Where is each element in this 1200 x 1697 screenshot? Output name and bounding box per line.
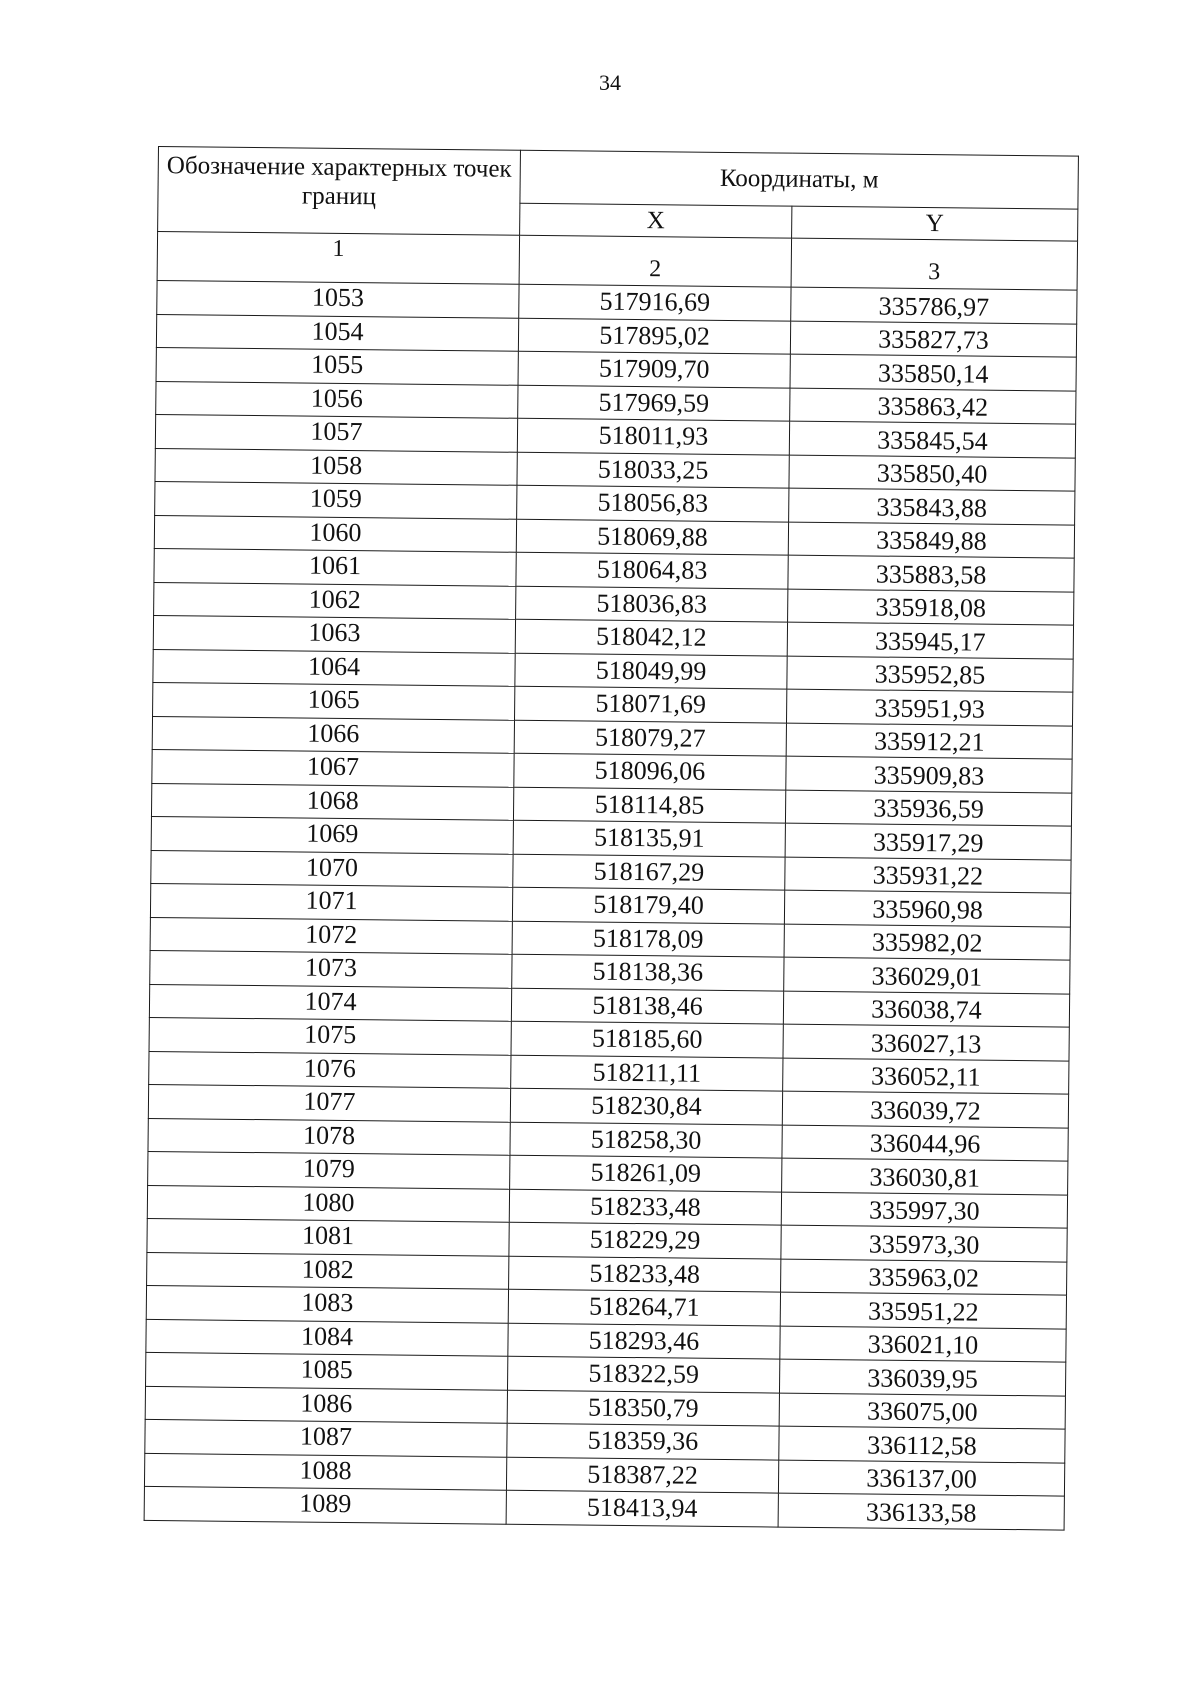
y-coordinate-cell: 335973,30 (781, 1225, 1067, 1261)
y-coordinate-cell: 336021,10 (780, 1326, 1066, 1362)
x-coordinate-cell: 518230,84 (510, 1088, 782, 1124)
point-designation-cell: 1076 (149, 1051, 511, 1088)
y-coordinate-cell: 335960,98 (784, 890, 1070, 926)
x-coordinate-cell: 518322,59 (507, 1356, 779, 1392)
x-coordinate-cell: 518114,85 (513, 787, 785, 823)
point-designation-cell: 1074 (149, 984, 511, 1021)
point-designation-cell: 1067 (152, 749, 514, 786)
point-designation-cell: 1057 (155, 414, 517, 451)
point-designation-cell: 1082 (147, 1252, 509, 1289)
y-coordinate-cell: 335936,59 (785, 790, 1071, 826)
y-coordinate-cell: 335845,54 (789, 421, 1075, 457)
x-coordinate-cell: 518350,79 (507, 1390, 779, 1426)
y-coordinate-cell: 336027,13 (783, 1024, 1069, 1060)
y-coordinate-cell: 335997,30 (781, 1192, 1067, 1228)
column-number-1: 1 (157, 232, 519, 285)
x-coordinate-cell: 518096,06 (514, 753, 786, 789)
point-designation-cell: 1056 (156, 381, 518, 418)
x-coordinate-cell: 517895,02 (518, 318, 790, 354)
x-coordinate-cell: 518233,48 (509, 1189, 781, 1225)
point-designation-cell: 1063 (153, 615, 515, 652)
point-designation-cell: 1060 (154, 515, 516, 552)
coordinates-table (144, 146, 1079, 1530)
y-coordinate-cell: 336137,00 (778, 1460, 1064, 1496)
point-designation-cell: 1084 (146, 1319, 508, 1356)
y-coordinate-cell: 335863,42 (790, 388, 1076, 424)
coordinates-table-container (144, 146, 1078, 1530)
point-designation-cell: 1061 (154, 548, 516, 585)
y-coordinate-cell: 335951,93 (786, 689, 1072, 725)
coordinates-header: Координаты, м (520, 150, 1079, 209)
x-coordinate-cell: 518011,93 (517, 418, 789, 454)
column-number-3: 3 (791, 238, 1078, 290)
y-coordinate-cell: 336030,81 (782, 1158, 1068, 1194)
y-coordinate-cell: 335850,40 (789, 455, 1075, 491)
x-coordinate-cell: 518229,29 (509, 1222, 781, 1258)
x-coordinate-cell: 518033,25 (517, 452, 789, 488)
x-column-header: X (520, 204, 792, 238)
x-coordinate-cell: 518042,12 (515, 619, 787, 655)
x-coordinate-cell: 518079,27 (514, 720, 786, 756)
point-designation-cell: 1058 (155, 448, 517, 485)
table-header (157, 147, 1078, 291)
y-coordinate-cell: 335912,21 (786, 723, 1072, 759)
y-coordinate-cell: 335827,73 (790, 321, 1076, 357)
point-designation-cell: 1066 (152, 716, 514, 753)
point-designation-cell: 1075 (149, 1017, 511, 1054)
x-coordinate-cell: 518387,22 (506, 1457, 778, 1493)
y-column-header: Y (792, 207, 1078, 242)
x-coordinate-cell: 518261,09 (510, 1155, 782, 1191)
x-coordinate-cell: 518064,83 (516, 552, 788, 588)
point-designation-cell: 1054 (156, 314, 518, 351)
y-coordinate-cell: 336039,72 (782, 1091, 1068, 1127)
y-coordinate-cell: 335918,08 (788, 589, 1074, 625)
y-coordinate-cell: 336052,11 (783, 1058, 1069, 1094)
x-coordinate-cell: 517969,59 (518, 385, 790, 421)
point-designation-cell: 1062 (154, 582, 516, 619)
x-coordinate-cell: 518135,91 (513, 820, 785, 856)
point-designation-cell: 1069 (151, 816, 513, 853)
point-designation-cell: 1055 (156, 347, 518, 384)
x-coordinate-cell: 518178,09 (512, 921, 784, 957)
point-designation-cell: 1070 (151, 850, 513, 887)
point-designation-cell: 1073 (150, 950, 512, 987)
x-coordinate-cell: 518211,11 (511, 1055, 783, 1091)
y-coordinate-cell: 335883,58 (788, 555, 1074, 591)
x-coordinate-cell: 518233,48 (509, 1256, 781, 1292)
x-coordinate-cell: 517909,70 (518, 351, 790, 387)
y-coordinate-cell: 335786,97 (791, 287, 1077, 323)
x-coordinate-cell: 518138,46 (511, 988, 783, 1024)
point-designation-cell: 1072 (150, 917, 512, 954)
point-designation-cell: 1080 (147, 1185, 509, 1222)
point-designation-cell: 1087 (145, 1419, 507, 1456)
point-designation-cell: 1083 (146, 1285, 508, 1322)
table-body (144, 280, 1077, 1529)
y-coordinate-cell: 335945,17 (787, 622, 1073, 658)
x-coordinate-cell: 518069,88 (516, 519, 788, 555)
x-coordinate-cell: 518185,60 (511, 1021, 783, 1057)
x-coordinate-cell: 518049,99 (515, 653, 787, 689)
x-coordinate-cell: 518179,40 (512, 887, 784, 923)
x-coordinate-cell: 518167,29 (513, 854, 785, 890)
x-coordinate-cell: 518264,71 (508, 1289, 780, 1325)
point-designation-cell: 1079 (148, 1151, 510, 1188)
y-coordinate-cell: 336038,74 (783, 991, 1069, 1027)
x-coordinate-cell: 517916,69 (519, 284, 791, 320)
y-coordinate-cell: 335909,83 (786, 756, 1072, 792)
point-designation-header: Обозначение характерных точек границ (158, 147, 521, 236)
point-designation-cell: 1053 (157, 280, 519, 317)
x-coordinate-cell: 518071,69 (515, 686, 787, 722)
column-number-2: 2 (519, 235, 791, 287)
point-designation-cell: 1071 (150, 883, 512, 920)
y-coordinate-cell: 336029,01 (784, 957, 1070, 993)
x-coordinate-cell: 518413,94 (506, 1490, 778, 1526)
y-coordinate-cell: 335982,02 (784, 924, 1070, 960)
x-coordinate-cell: 518258,30 (510, 1122, 782, 1158)
y-coordinate-cell: 336044,96 (782, 1125, 1068, 1161)
y-coordinate-cell: 335849,88 (788, 522, 1074, 558)
x-coordinate-cell: 518056,83 (517, 485, 789, 521)
y-coordinate-cell: 336075,00 (779, 1393, 1065, 1429)
x-coordinate-cell: 518359,36 (507, 1423, 779, 1459)
y-coordinate-cell: 335917,29 (785, 823, 1071, 859)
point-designation-cell: 1085 (146, 1352, 508, 1389)
point-designation-cell: 1081 (147, 1218, 509, 1255)
y-coordinate-cell: 335843,88 (789, 488, 1075, 524)
y-coordinate-cell: 335963,02 (781, 1259, 1067, 1295)
point-designation-cell: 1065 (153, 682, 515, 719)
y-coordinate-cell: 335931,22 (785, 857, 1071, 893)
y-coordinate-cell: 336112,58 (779, 1426, 1065, 1462)
point-designation-cell: 1068 (151, 783, 513, 820)
y-coordinate-cell: 335952,85 (787, 656, 1073, 692)
x-coordinate-cell: 518138,36 (512, 954, 784, 990)
y-coordinate-cell: 335951,22 (780, 1292, 1066, 1328)
point-designation-cell: 1059 (155, 481, 517, 518)
y-coordinate-cell: 336039,95 (779, 1359, 1065, 1395)
x-coordinate-cell: 518293,46 (508, 1323, 780, 1359)
x-coordinate-cell: 518036,83 (516, 586, 788, 622)
page-number: 34 (599, 70, 621, 95)
point-designation-cell: 1078 (148, 1118, 510, 1155)
y-coordinate-cell: 336133,58 (778, 1493, 1064, 1529)
point-designation-cell: 1064 (153, 649, 515, 686)
y-coordinate-cell: 335850,14 (790, 354, 1076, 390)
point-designation-cell: 1088 (144, 1453, 506, 1490)
point-designation-cell: 1077 (148, 1084, 510, 1121)
point-designation-cell: 1086 (145, 1386, 507, 1423)
point-designation-cell: 1089 (144, 1486, 506, 1523)
